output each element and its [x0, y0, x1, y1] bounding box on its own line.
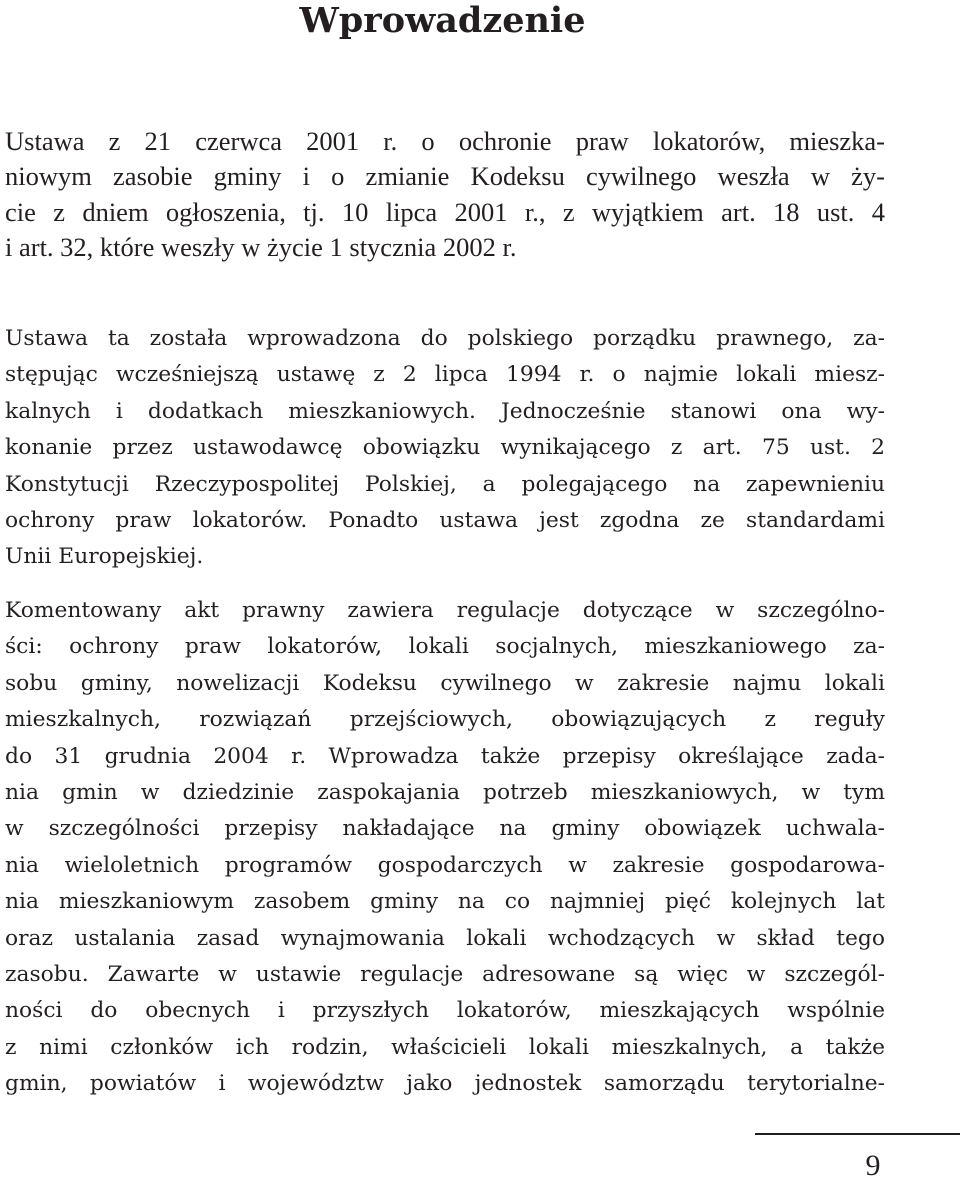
- text-line: do 31 grudnia 2004 r. Wprowadza także przepisy określające zada-: [5, 743, 885, 769]
- page-title: Wprowadzenie: [299, 0, 586, 41]
- text-line: z nimi członków ich rodzin, właścicieli lokali mieszkalnych, a także: [5, 1034, 885, 1060]
- footer-rule: [755, 1133, 960, 1135]
- text-line: kalnych i dodatkach mieszkaniowych. Jednocześnie stanowi ona wy-: [5, 398, 885, 424]
- text-line: i art. 32, które weszły w życie 1 stycznia 2002 r.: [5, 232, 517, 263]
- text-line: stępując wcześniejszą ustawę z 2 lipca 1994 r. o najmie lokali miesz-: [5, 362, 885, 388]
- text-line: ści: ochrony praw lokatorów, lokali socjalnych, mieszkaniowego za-: [5, 634, 885, 660]
- paragraph-2: [5, 321, 885, 576]
- text-line: ności do obecnych i przyszłych lokatorów, mieszkających wspólnie: [5, 998, 885, 1024]
- text-line: sobu gminy, nowelizacji Kodeksu cywilnego w zakresie najmu lokali: [5, 670, 885, 696]
- text-line: w szczególności przepisy nakładające na gminy obowiązek uchwala-: [5, 816, 885, 842]
- paragraph-1: [5, 124, 885, 266]
- text-line: nia gmin w dziedzinie zaspokajania potrzeb mieszkaniowych, w tym: [5, 779, 885, 805]
- text-line: ochrony praw lokatorów. Ponadto ustawa jest zgodna ze standardami: [5, 507, 885, 533]
- text-line: nia mieszkaniowym zasobem gminy na co najmniej pięć kolejnych lat: [5, 889, 885, 915]
- text-line: zasobu. Zawarte w ustawie regulacje adresowane są więc w szczegól-: [5, 961, 885, 987]
- page-number: 9: [865, 1149, 881, 1182]
- text-line: konanie przez ustawodawcę obowiązku wynikającego z art. 75 ust. 2: [5, 435, 885, 461]
- text-line: Unii Europejskiej.: [5, 544, 204, 570]
- text-line: Ustawa z 21 czerwca 2001 r. o ochronie praw lokatorów, mieszka-: [5, 126, 885, 156]
- text-line: cie z dniem ogłoszenia, tj. 10 lipca 2001 r., z wyjątkiem art. 18 ust. 4: [5, 196, 885, 227]
- text-line: gmin, powiatów i województw jako jednostek samorządu terytorialne-: [5, 1071, 885, 1097]
- text-line: Komentowany akt prawny zawiera regulacje dotyczące w szczególno-: [5, 598, 885, 623]
- text-line: oraz ustalania zasad wynajmowania lokali wchodzących w skład tego: [5, 925, 885, 951]
- text-line: Ustawa ta została wprowadzona do polskiego porządku prawnego, za-: [5, 326, 885, 351]
- text-line: mieszkalnych, rozwiązań przejściowych, obowiązujących z reguły: [5, 707, 885, 733]
- text-line: nia wieloletnich programów gospodarczych w zakresie gospodarowa-: [5, 852, 885, 878]
- text-line: Konstytucji Rzeczypospolitej Polskiej, a polegającego na zapewnieniu: [5, 471, 885, 497]
- paragraph-3: [5, 593, 885, 1102]
- text-line: niowym zasobie gminy i o zmianie Kodeksu cywilnego weszła w ży-: [5, 161, 885, 192]
